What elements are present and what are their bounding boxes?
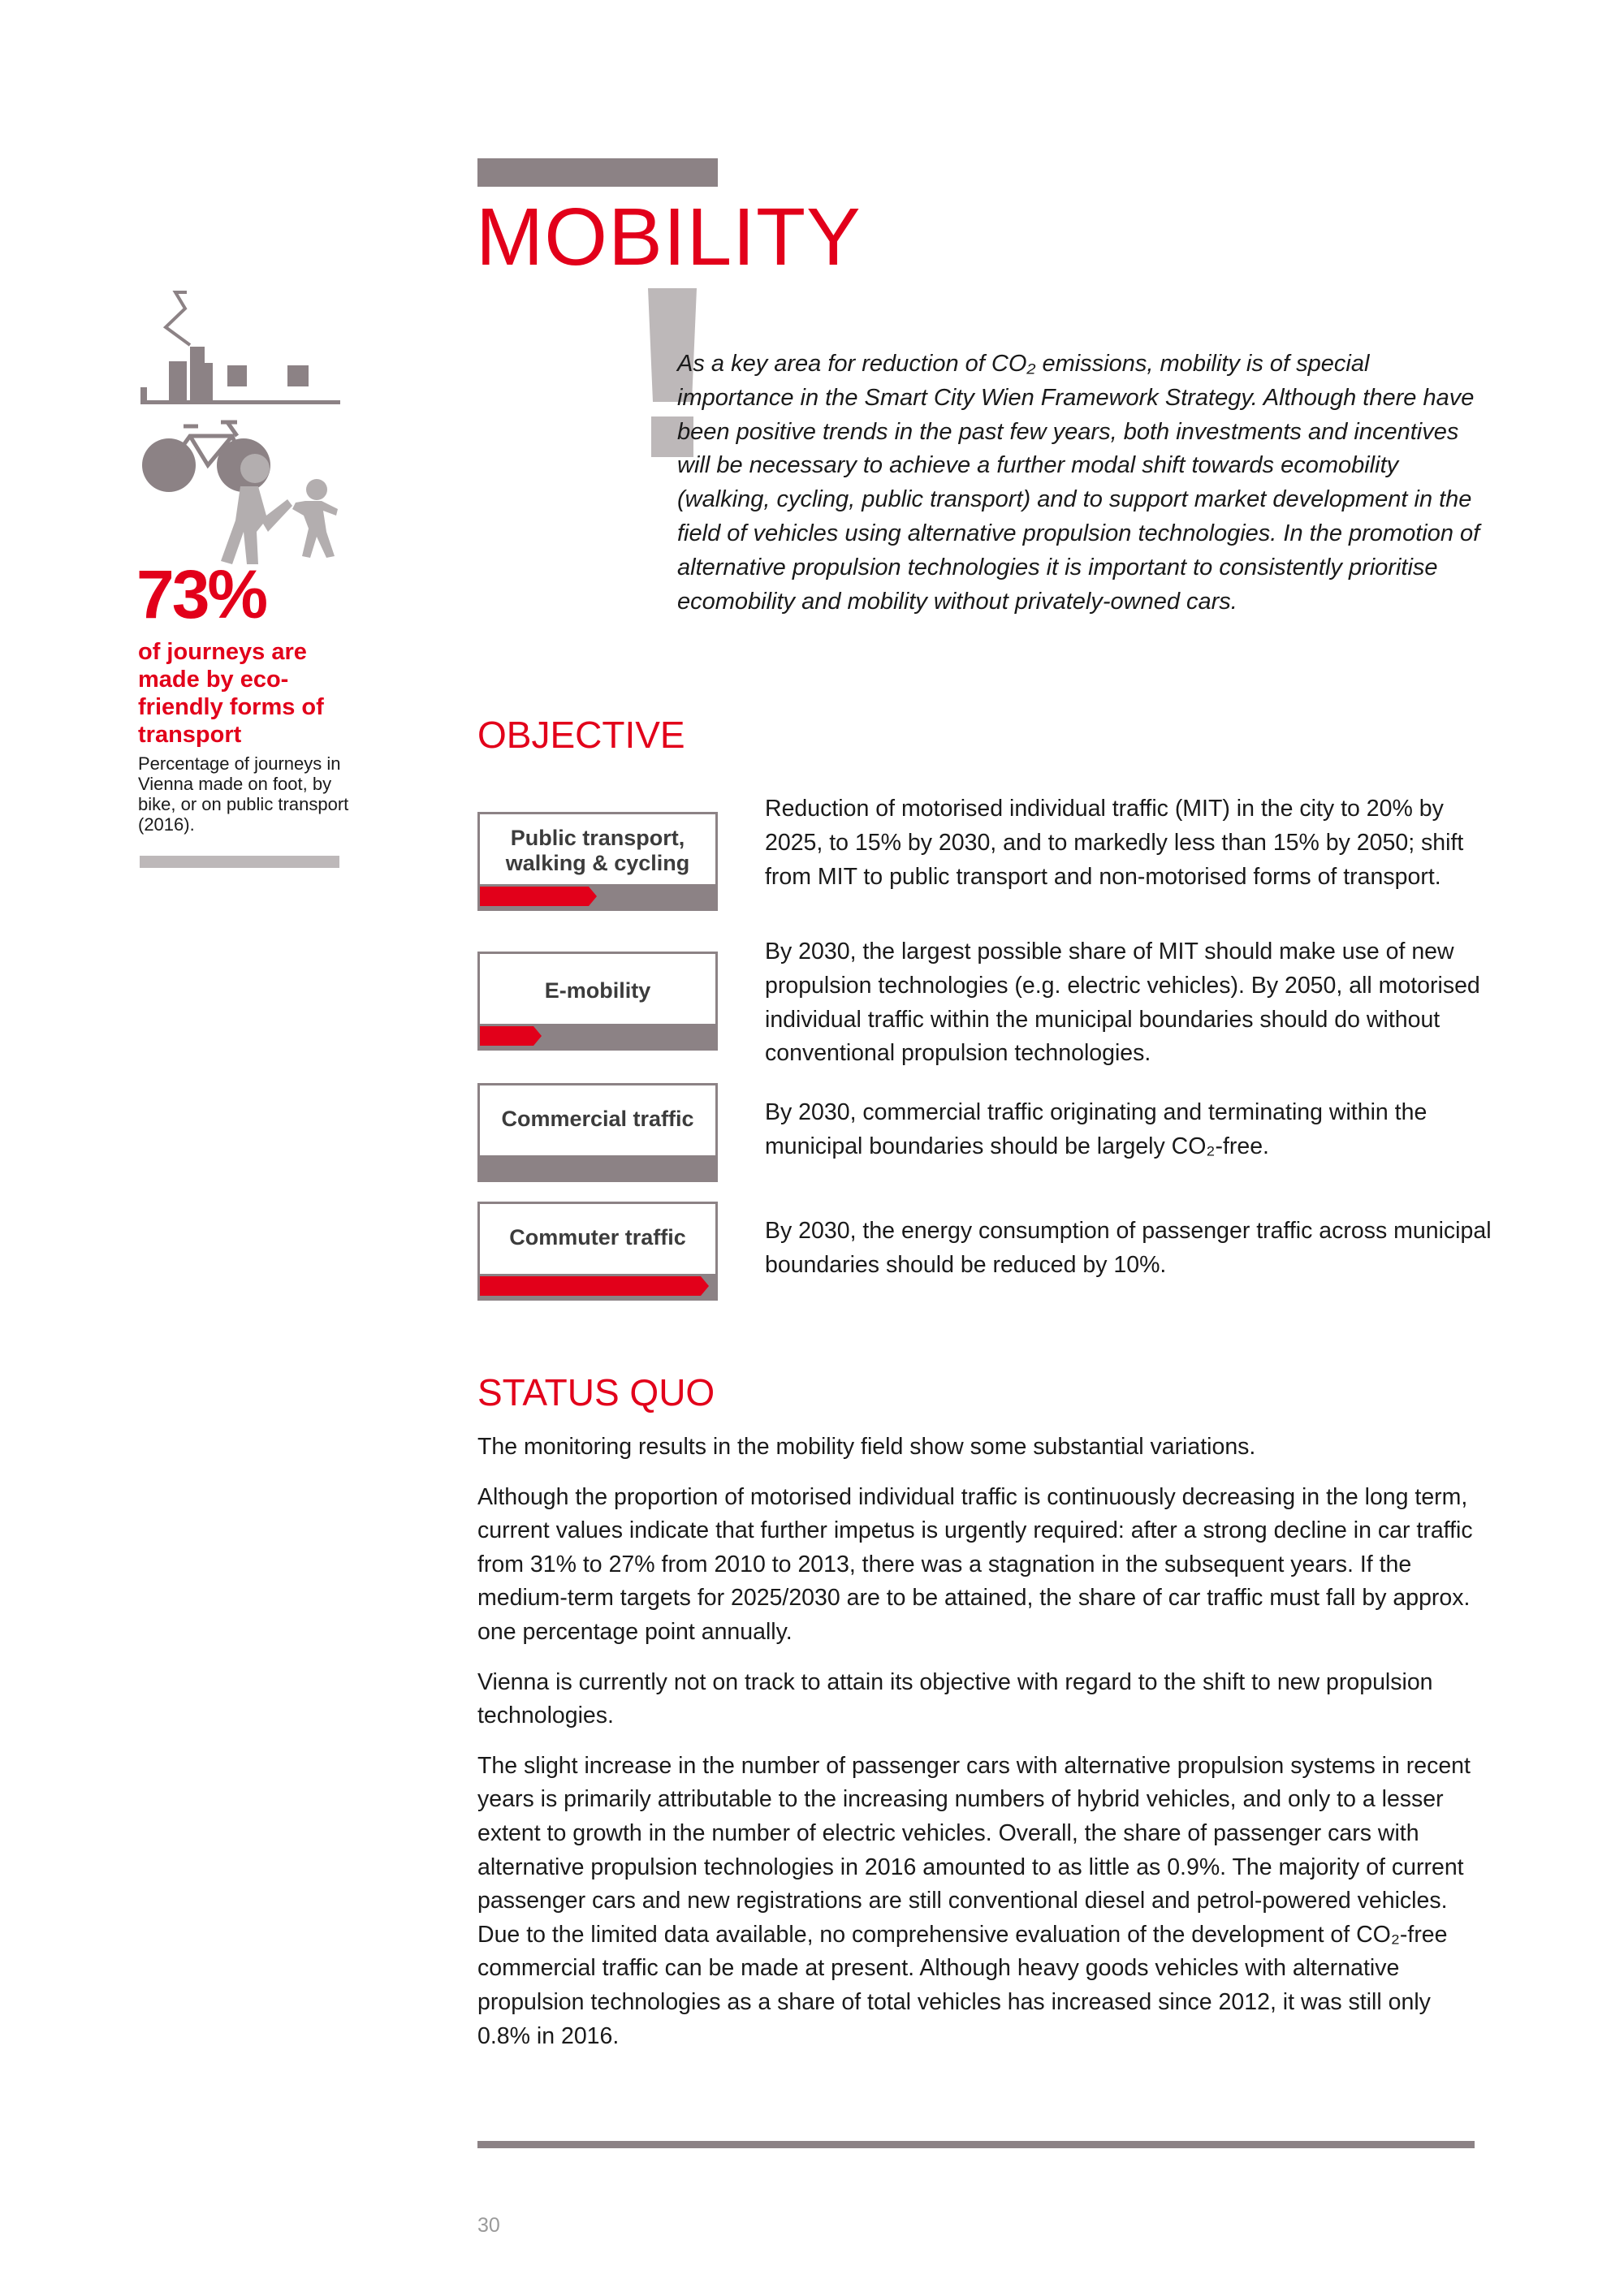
status-paragraph: Vienna is currently not on track to attain its objective with regard to the shift to new propulsion technologies. — [477, 1668, 1433, 1729]
objective-progress-strip — [480, 884, 715, 908]
objective-label: Commercial traffic — [501, 1107, 694, 1131]
progress-arrow-icon — [587, 1276, 652, 1296]
progress-arrow-icon — [532, 887, 597, 906]
sidebar-divider — [140, 856, 339, 868]
intro-paragraph: As a key area for reduction of CO₂ emissions, mobility is of special importance in the Smart City Wien Framework Strategy. Although there have been positive trends in the past few years, both investments and incentives will be necessary to achieve a further modal shift towards ecomobility (walking, cycling, public transport) and to support market development in the field of vehicles using alternative propulsion technologies. In the promotion of alternative propulsion technologies it is important to consistently prioritise ecomobility and mobility without privately-owned cars. — [677, 351, 1480, 615]
objective-text-paragraph: By 2030, the largest possible share of MIT should make use of new propulsion technologies (e.g. electric vehicles). By 2050, all motorised individual traffic within the municipal boundaries should do without conventional propulsion technologies. — [765, 939, 1480, 1067]
mobility-illustration — [136, 288, 348, 564]
objective-label: E-mobility — [544, 978, 651, 1003]
objective-progress-strip — [480, 1024, 715, 1048]
objective-box-commercial-traffic — [477, 1083, 718, 1182]
objective-text-paragraph: By 2030, the energy consumption of passenger traffic across municipal boundaries should be reduced by 10%. — [765, 1218, 1492, 1278]
footer-rule — [477, 2141, 1475, 2148]
progress-arrow-icon — [480, 887, 542, 906]
objective-box-public-transport — [477, 812, 718, 911]
stat-note: Percentage of journeys in Vienna made on foot, by bike, or on public transport (2016). — [138, 753, 349, 835]
objective-text — [765, 1215, 1496, 1283]
objective-progress-strip — [480, 1155, 715, 1180]
objective-arrows — [480, 1024, 715, 1048]
page-title: MOBILITY — [476, 192, 862, 283]
status-quo-heading: STATUS QUO — [477, 1371, 715, 1413]
objective-label: Public transport, walking & cycling — [505, 826, 690, 875]
stat-value: 73% — [136, 556, 266, 632]
page-number: 30 — [477, 2214, 500, 2237]
objective-heading: OBJECTIVE — [477, 714, 685, 756]
intro-text — [677, 347, 1489, 619]
stat-caption: of journeys are made by eco-friendly forms of transport — [138, 639, 324, 748]
objective-progress-strip — [480, 1274, 715, 1298]
objective-text — [765, 792, 1496, 894]
objective-arrows — [480, 884, 715, 908]
objective-text-paragraph: By 2030, commercial traffic originating and terminating within the municipal boundaries should be largely CO₂-free. — [765, 1099, 1427, 1159]
title-accent-bar — [477, 158, 718, 187]
status-paragraph: The slight increase in the number of passenger cars with alternative propulsion systems in recent years is primarily attributable to the increasing numbers of hybrid vehicles, and only to a lesser extent to growth in the number of electric vehicles. Overall, the share of passenger cars with alternative propulsion technologies in 2016 amounted to as little as 0.9%. The majority of current passenger cars and new registrations are still conventional diesel and petrol-powered vehicles. Due to the limited data available, no comprehensive evaluation of the development of CO₂-free commercial traffic can be made at present. Although heavy goods vehicles with alternative propulsion technologies as a share of total vehicles has increased since 2012, it was still only 0.8% in 2016. — [477, 1752, 1471, 2049]
progress-arrow-icon — [480, 1276, 542, 1296]
objective-text — [765, 935, 1496, 1071]
objective-text-paragraph: Reduction of motorised individual traffic (MIT) in the city to 20% by 2025, to 15% by 2030, and to markedly less than 15% by 2050; shift from MIT to public transport and non-motorised forms of transport. — [765, 796, 1464, 890]
tram-pantograph-icon — [166, 292, 190, 345]
objective-box-e-mobility — [477, 952, 718, 1051]
progress-arrow-icon — [480, 1026, 542, 1046]
status-paragraph: Although the proportion of motorised individual traffic is continuously decreasing in the long term, current values indicate that further impetus is urgently required: after a strong decline in car traffic from 31% to 27% from 2010 to 2013, there was a stagnation in the subsequent years. If the medium-term targets for 2025/2030 are to be attained, the share of car traffic must fall by approx. one percentage point annually. — [477, 1483, 1473, 1645]
objective-label: Commuter traffic — [509, 1225, 686, 1249]
objective-box-commuter-traffic — [477, 1202, 718, 1301]
building-icon — [169, 361, 187, 400]
child-icon — [292, 479, 338, 558]
objective-arrows — [480, 1274, 715, 1298]
status-quo-body — [477, 1431, 1484, 2069]
objective-text — [765, 1096, 1496, 1164]
status-paragraph: The monitoring results in the mobility field show some substantial variations. — [477, 1434, 1256, 1460]
progress-arrow-icon — [642, 1276, 709, 1296]
progress-arrow-icon — [532, 1276, 597, 1296]
